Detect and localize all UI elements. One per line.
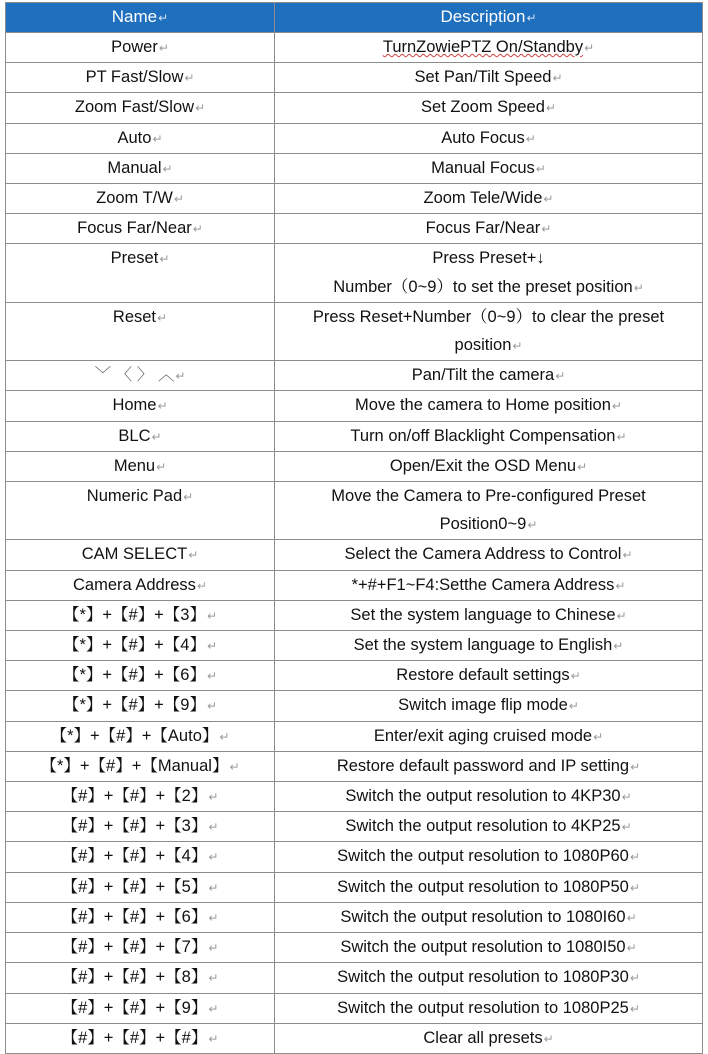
table-row [6,1023,703,1053]
cell-name: Menu↵ [6,451,275,481]
table-row [6,721,703,751]
table-row [6,451,703,481]
table-row [6,33,703,63]
cell-name: 【*】+【#】+【Auto】↵ [6,721,275,751]
table-row [6,421,703,451]
cell-name: 【#】+【#】+【5】↵ [6,872,275,902]
table-header-row [6,3,703,33]
cell-name: 【#】+【#】+【9】↵ [6,993,275,1023]
cell-name: 【#】+【#】+【7】↵ [6,933,275,963]
table-row [6,153,703,183]
cell-description: Press Preset+↓ Number（0~9）to set the preset position↵ [275,244,703,302]
cell-name: Focus Far/Near↵ [6,214,275,244]
cell-name: Home↵ [6,391,275,421]
cell-description: Press Reset+Number（0~9）to clear the preset position↵ [275,302,703,360]
cell-description: Set Zoom Speed↵ [275,93,703,123]
arrow-keys-icon: ﹀ 〈 〉 ︿ [94,366,175,385]
table-row [6,63,703,93]
document-page [5,2,702,1054]
cell-name: Preset↵ [6,244,275,302]
cell-description: Focus Far/Near↵ [275,214,703,244]
table-row [6,631,703,661]
cell-description: Switch the output resolution to 1080P60↵ [275,842,703,872]
table-row [6,751,703,781]
cell-name: 【#】+【#】+【#】↵ [6,1023,275,1053]
cell-description: Set the system language to English↵ [275,631,703,661]
cell-description: Switch the output resolution to 1080P30↵ [275,963,703,993]
cell-name: 【#】+【#】+【4】↵ [6,842,275,872]
table-row [6,214,703,244]
cell-name: Zoom Fast/Slow↵ [6,93,275,123]
cell-name: 【#】+【#】+【8】↵ [6,963,275,993]
table-row [6,244,703,302]
cell-name: Manual↵ [6,153,275,183]
table-row [6,391,703,421]
cell-description: Manual Focus↵ [275,153,703,183]
cell-name: 【*】+【#】+【9】↵ [6,691,275,721]
cell-name: Power↵ [6,33,275,63]
cell-description: Zoom Tele/Wide↵ [275,184,703,214]
table-row [6,540,703,570]
table-row [6,842,703,872]
table-row [6,993,703,1023]
cell-name: Camera Address↵ [6,570,275,600]
cell-description: Pan/Tilt the camera↵ [275,361,703,391]
table-row [6,782,703,812]
cell-description: Switch the output resolution to 4KP30↵ [275,782,703,812]
cell-description: Turn on/off Blacklight Compensation↵ [275,421,703,451]
cell-description: Restore default password and IP setting↵ [275,751,703,781]
table-row [6,933,703,963]
cell-name: 【*】+【#】+【3】↵ [6,600,275,630]
header-name: Name↵ [6,3,275,33]
cell-description: Switch image flip mode↵ [275,691,703,721]
cell-name: Reset↵ [6,302,275,360]
header-description: Description↵ [275,3,703,33]
cell-description: Switch the output resolution to 1080I50↵ [275,933,703,963]
cell-name: BLC↵ [6,421,275,451]
cell-description: Enter/exit aging cruised mode↵ [275,721,703,751]
table-row [6,302,703,360]
cell-description: Select the Camera Address to Control↵ [275,540,703,570]
table-row [6,691,703,721]
cell-description: Open/Exit the OSD Menu↵ [275,451,703,481]
table-row [6,184,703,214]
cell-name: 【#】+【#】+【3】↵ [6,812,275,842]
table-row [6,482,703,540]
cell-name: 【*】+【#】+【Manual】↵ [6,751,275,781]
remote-control-functions-table [5,2,703,1054]
table-row [6,93,703,123]
cell-name: Auto↵ [6,123,275,153]
table-row [6,812,703,842]
cell-description: *+#+F1~F4:Setthe Camera Address↵ [275,570,703,600]
cell-name: 【#】+【#】+【6】↵ [6,902,275,932]
cell-description: Set Pan/Tilt Speed↵ [275,63,703,93]
cell-name: 【#】+【#】+【2】↵ [6,782,275,812]
cell-name-arrow-keys: ﹀ 〈 〉 ︿↵ [6,361,275,391]
table-row [6,361,703,391]
cell-description: Move the Camera to Pre-configured Preset Position0~9↵ [275,482,703,540]
cell-name: PT Fast/Slow↵ [6,63,275,93]
cell-description: Switch the output resolution to 1080I60↵ [275,902,703,932]
table-row [6,963,703,993]
table-row [6,600,703,630]
cell-description: Switch the output resolution to 1080P50↵ [275,872,703,902]
table-row [6,661,703,691]
cell-description: Restore default settings↵ [275,661,703,691]
cell-name: 【*】+【#】+【6】↵ [6,661,275,691]
cell-description: Switch the output resolution to 4KP25↵ [275,812,703,842]
cell-description: TurnZowiePTZ On/Standby↵ [275,33,703,63]
cell-description: Set the system language to Chinese↵ [275,600,703,630]
cell-description: Switch the output resolution to 1080P25↵ [275,993,703,1023]
cell-name: CAM SELECT↵ [6,540,275,570]
cell-description: Auto Focus↵ [275,123,703,153]
table-row [6,570,703,600]
table-row [6,872,703,902]
cell-name: Zoom T/W↵ [6,184,275,214]
cell-description: Move the camera to Home position↵ [275,391,703,421]
cell-name: 【*】+【#】+【4】↵ [6,631,275,661]
cell-name: Numeric Pad↵ [6,482,275,540]
cell-description: Clear all presets↵ [275,1023,703,1053]
table-row [6,902,703,932]
table-row [6,123,703,153]
